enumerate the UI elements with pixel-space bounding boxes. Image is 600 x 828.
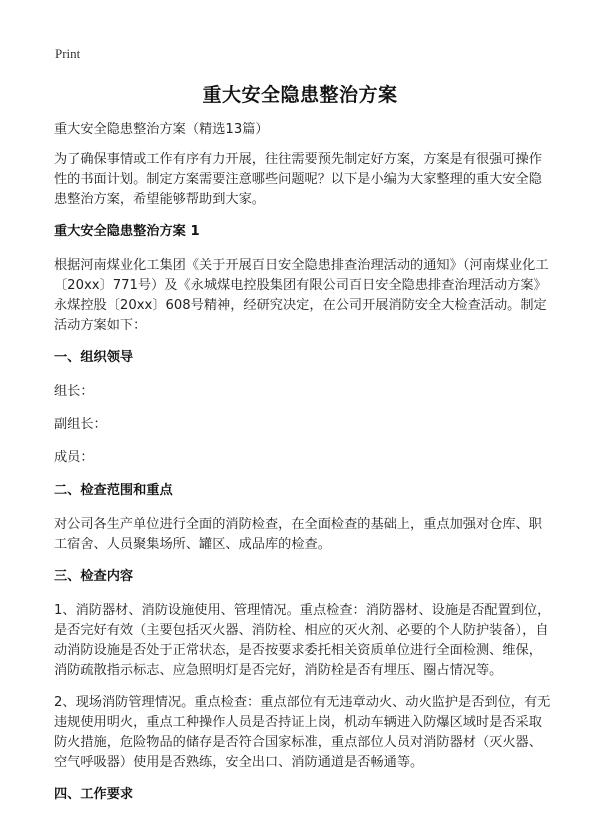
plan1-intro-paragraph: 根据河南煤业化工集团《关于开展百日安全隐患排查治理活动的通知》（河南煤业化工〔20xx〕771号）及《永城煤电控股集团有限公司百日安全隐患排查治理活动方案》永煤控股〔20xx〕608号精神，经研究决定，在公司开展消防安全大检查活动。制定活动方案如下： — [54, 258, 549, 333]
member-label: 成员： — [54, 450, 94, 465]
intro-paragraph: 为了确保事情或工作有序有力开展，往往需要预先制定好方案，方案是有很强可操作性的书面计划。制定方案需要注意哪些问题呢？以下是小编为大家整理的重大安全隐患整治方案，希望能够帮助到大家。 — [54, 152, 542, 207]
plan1-heading: 重大安全隐患整治方案 1 — [54, 224, 200, 239]
document-title: 重大安全隐患整治方案 — [202, 84, 398, 106]
section3-item2: 2、现场消防管理情况。重点检查：重点部位有无违章动火、动火监护是否到位，有无违规使用明火，重点工种操作人员是否持证上岗，机动车辆进入防爆区域时是否采取防火措施，危险物品的储存是否符合国家标准，重点部位人员对消防器材（灭火器、空气呼吸器）使用是否熟练，安全出口、消防通道是否畅通等。 — [54, 695, 551, 770]
section4-heading: 四、工作要求 — [54, 787, 134, 802]
print-label[interactable]: Print — [55, 46, 81, 61]
section3-item1: 1、消防器材、消防设施使用、管理情况。重点检查：消防器材、设施是否配置到位，是否完好有效（主要包括灭火器、消防栓、相应的灭火剂、必要的个人防护装备），自动消防设施是否处于正常状态，是否按要求委托相关资质单位进行全面检测、维保，消防疏散指示标志、应急照明灯是否完好，消防栓是否有埋压、圈占情况等。 — [54, 603, 551, 678]
document-body — [54, 120, 554, 819]
section3-heading: 三、检查内容 — [54, 569, 134, 584]
section2-paragraph: 对公司各生产单位进行全面的消防检查，在全面检查的基础上，重点加强对仓库、职工宿舍、人员聚集场所、罐区、成品库的检查。 — [54, 517, 542, 552]
leader-label: 组长： — [54, 384, 94, 399]
section2-heading: 二、检查范围和重点 — [54, 483, 173, 498]
deputy-label: 副组长： — [54, 417, 107, 432]
document-subtitle: 重大安全隐患整治方案（精选13篇） — [54, 122, 269, 137]
section1-heading: 一、组织领导 — [54, 350, 134, 365]
